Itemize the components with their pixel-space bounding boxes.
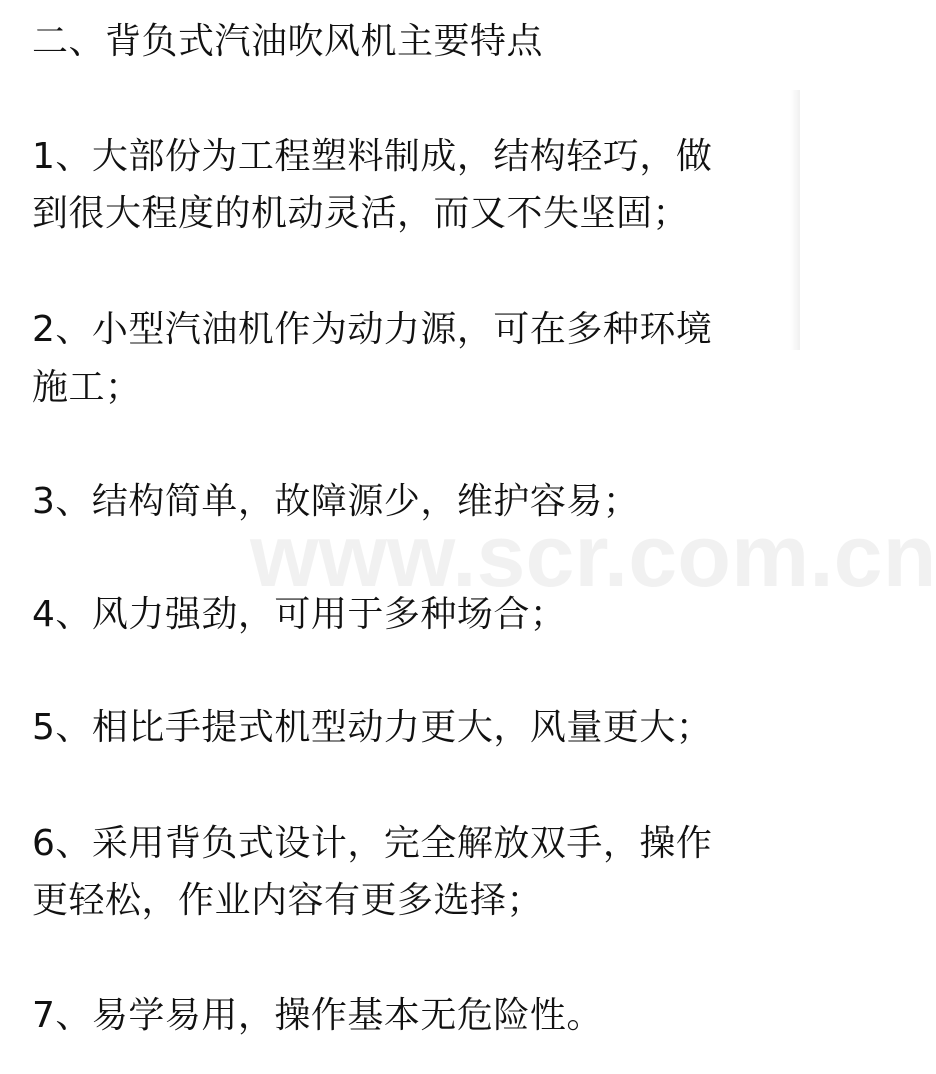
feature-1-line-2: 到很大程度的机动灵活，而又不失坚固； [32,193,690,234]
page-edge-shadow [790,90,800,350]
feature-2-line-1: 2、小型汽油机作为动力源，可在多种环境 [32,309,713,350]
feature-6-line-2: 更轻松，作业内容有更多选择； [32,880,544,921]
feature-1-line-1: 1、大部份为工程塑料制成，结构轻巧，做 [32,136,713,177]
feature-2-line-2: 施工； [32,367,142,408]
feature-3-line-1: 3、结构简单，故障源少，维护容易； [32,481,640,522]
section-heading: 二、背负式汽油吹风机主要特点 [32,21,544,62]
feature-4-line-1: 4、风力强劲，可用于多种场合； [32,594,567,635]
feature-5-line-1: 5、相比手提式机型动力更大，风量更大； [32,707,713,748]
watermark: www.scr.com.cn [250,506,936,605]
feature-6-line-1: 6、采用背负式设计，完全解放双手，操作 [32,823,713,864]
feature-7-line-1: 7、易学易用，操作基本无危险性。 [32,995,603,1036]
